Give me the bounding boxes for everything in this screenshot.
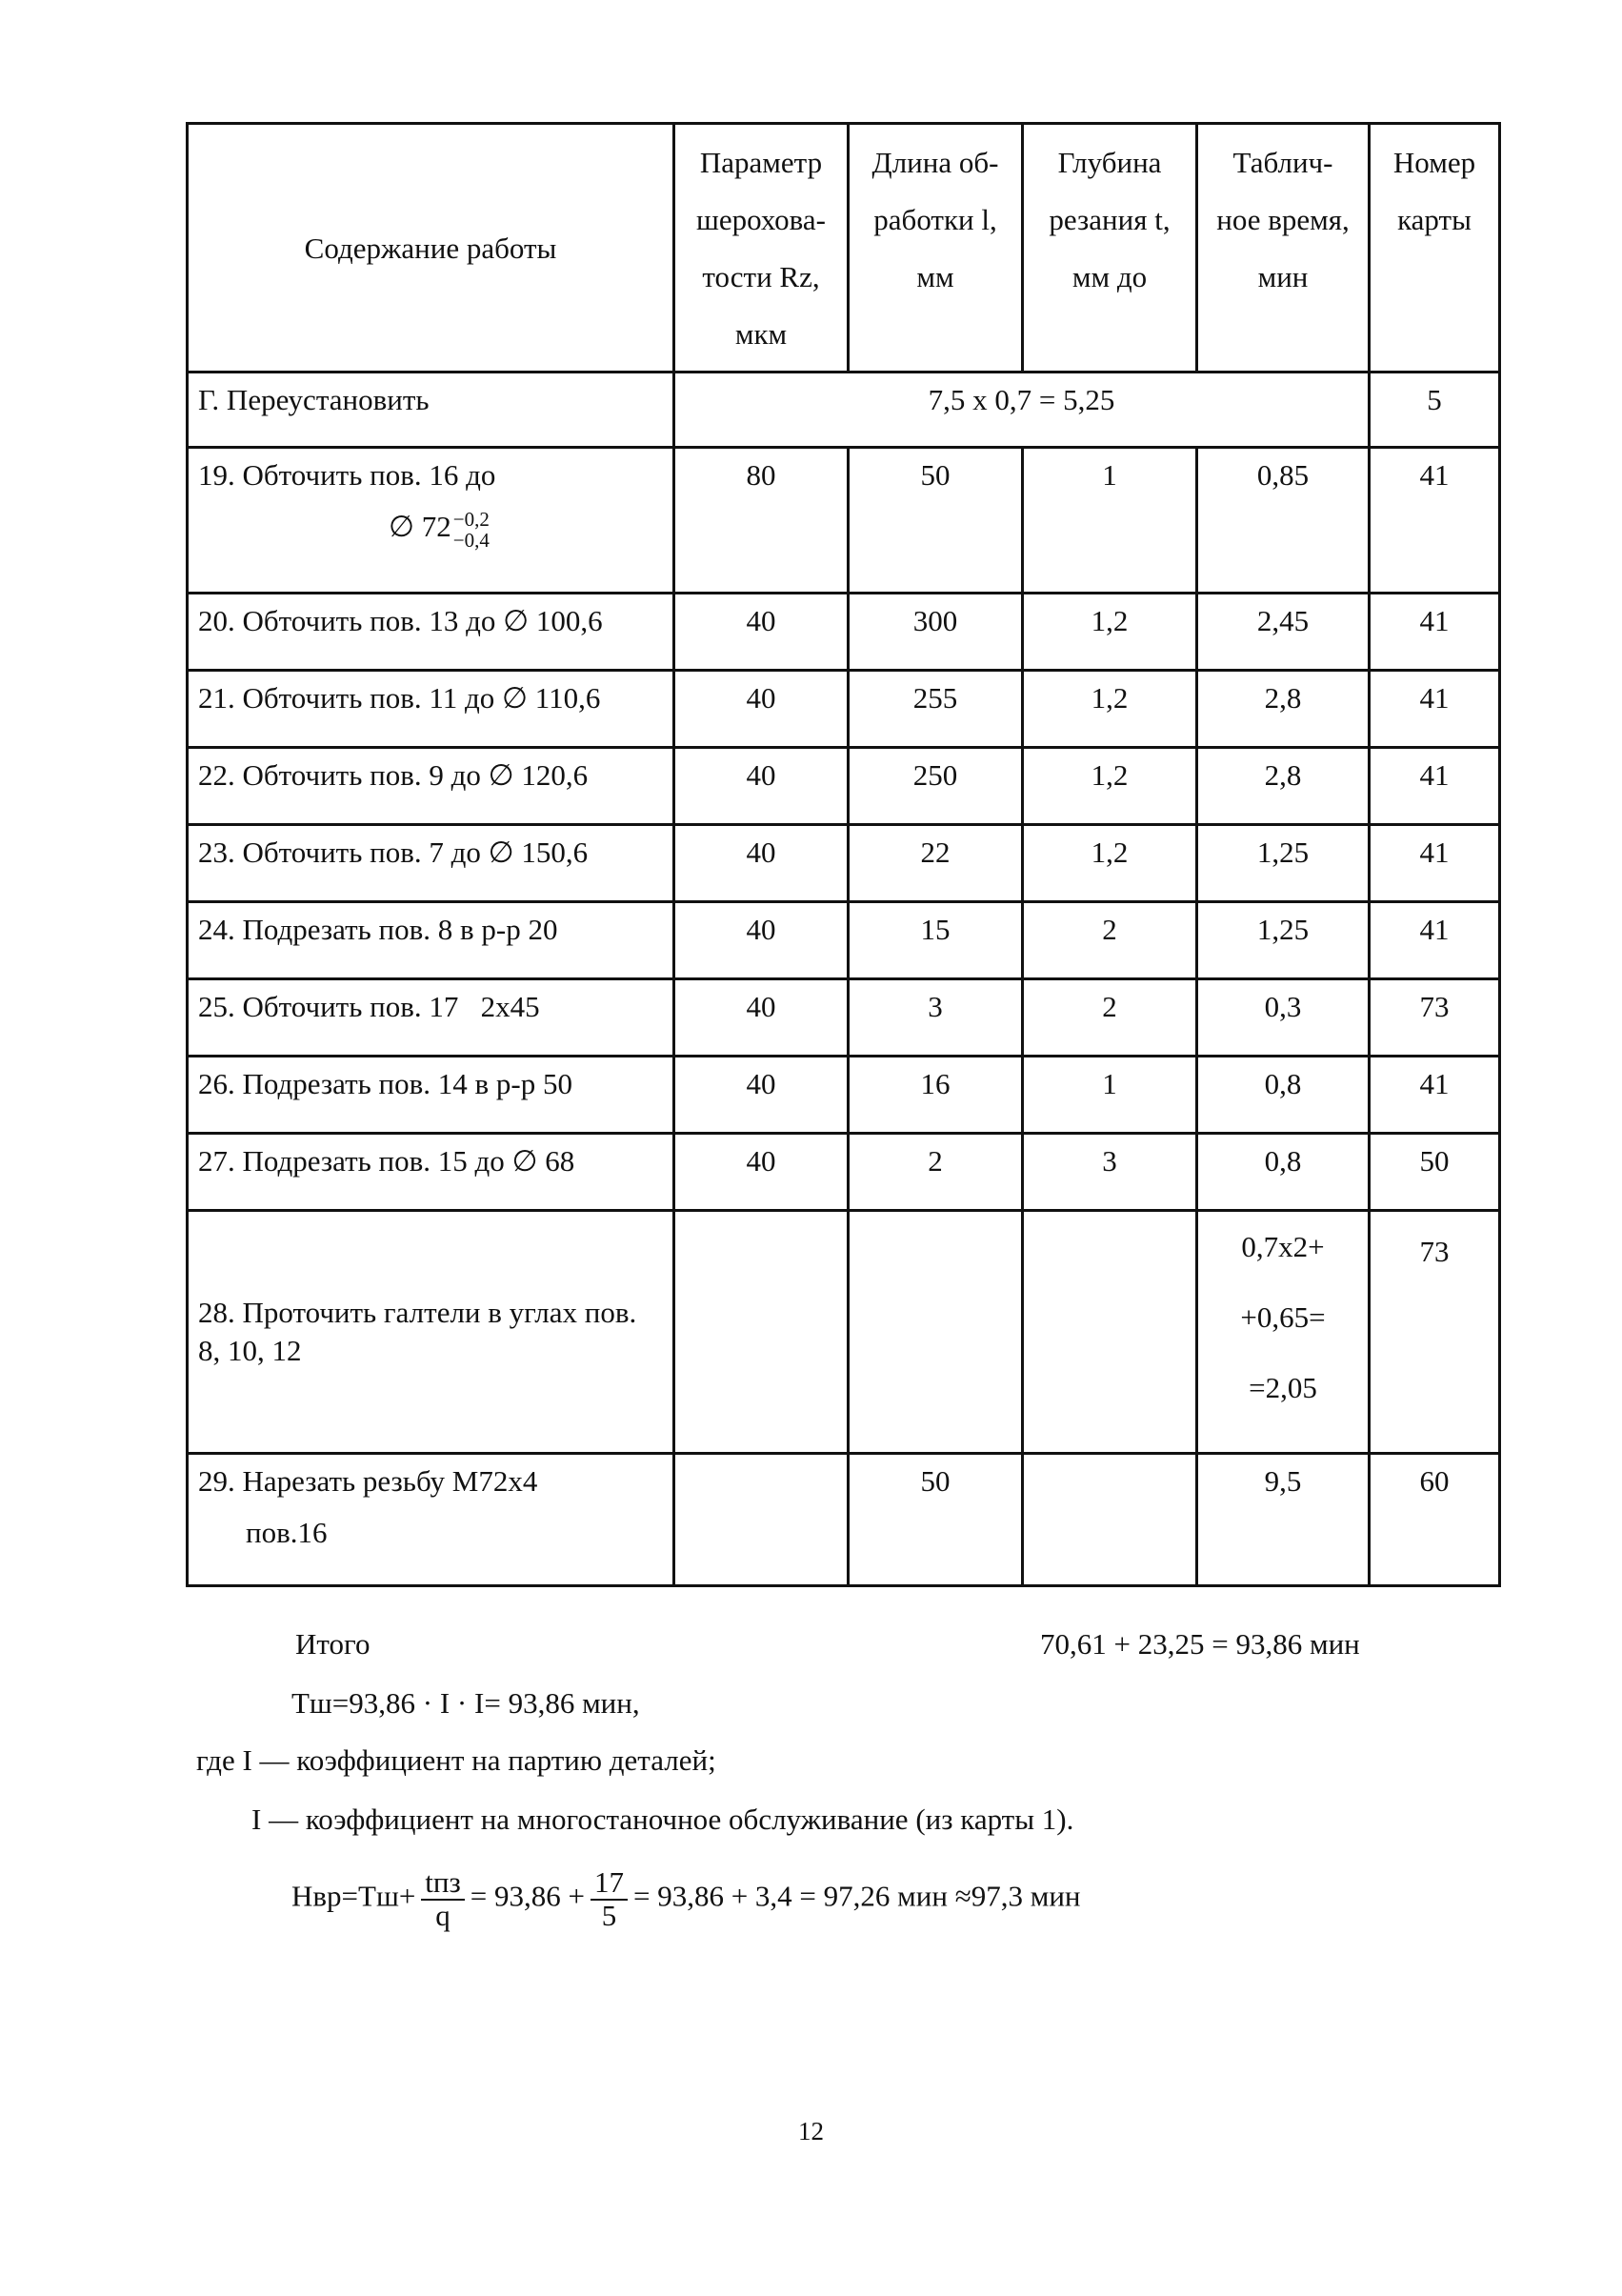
row-card: 50 <box>1370 1134 1500 1211</box>
table-row <box>188 1134 1500 1211</box>
row-rz: 40 <box>674 902 849 979</box>
row-text: 25. Обточить пов. 17 2х45 <box>188 979 674 1057</box>
row-length: 250 <box>849 748 1023 825</box>
row-19-card: 41 <box>1370 448 1500 594</box>
total-label: Итого <box>295 1627 370 1661</box>
table-row <box>188 1454 1500 1586</box>
row-29-depth <box>1023 1454 1197 1586</box>
row-text: 27. Подрезать пов. 15 до ∅ 68 <box>188 1134 674 1211</box>
fraction-17-5: $\frac{17}{5}$ <box>591 1867 628 1931</box>
row-depth: 2 <box>1023 979 1197 1057</box>
table-row <box>188 448 1500 594</box>
row-depth: 2 <box>1023 902 1197 979</box>
row-text: 20. Обточить пов. 13 до ∅ 100,6 <box>188 594 674 671</box>
tsh-formula: Тш=93,86 · I · I= 93,86 мин, <box>291 1686 640 1720</box>
row-text: 26. Подрезать пов. 14 в р-р 50 <box>188 1057 674 1134</box>
row-depth: 1,2 <box>1023 748 1197 825</box>
coefficient-note-batch: где I — коэффициент на партию деталей; <box>196 1743 716 1777</box>
row-depth: 3 <box>1023 1134 1197 1211</box>
row-text: 21. Обточить пов. 11 до ∅ 110,6 <box>188 671 674 748</box>
nvr-formula: Нвр=Тш+ $\frac{\text{tпз}}{q}$ = 93,86 + $\frac{17}{5}$ = 93,86 + 3,4 = 97,26 мин ≈97,3 мин <box>291 1865 1081 1932</box>
row-length: 15 <box>849 902 1023 979</box>
table-row <box>188 825 1500 902</box>
row-time: 2,8 <box>1197 748 1370 825</box>
row-28-depth <box>1023 1211 1197 1454</box>
row-time: 2,45 <box>1197 594 1370 671</box>
row-g-text: Г. Переустановить <box>188 373 674 448</box>
table-header-row <box>188 124 1500 373</box>
total-value: 70,61 + 23,25 = 93,86 мин <box>1040 1627 1360 1661</box>
row-rz: 40 <box>674 748 849 825</box>
row-19-depth: 1 <box>1023 448 1197 594</box>
row-length: 2 <box>849 1134 1023 1211</box>
row-depth: 1,2 <box>1023 825 1197 902</box>
row-time: 0,8 <box>1197 1134 1370 1211</box>
row-rz: 40 <box>674 1134 849 1211</box>
row-29-card: 60 <box>1370 1454 1500 1586</box>
row-time: 1,25 <box>1197 825 1370 902</box>
row-text: 22. Обточить пов. 9 до ∅ 120,6 <box>188 748 674 825</box>
row-28-text: 28. Проточить галтели в углах пов. 8, 10, 12 <box>188 1211 674 1454</box>
fraction-tpz-q: $\frac{\text{tпз}}{q}$ <box>421 1867 464 1931</box>
row-card: 41 <box>1370 1057 1500 1134</box>
header-work-content: Содержание работы <box>188 124 674 373</box>
row-text: 23. Обточить пов. 7 до ∅ 150,6 <box>188 825 674 902</box>
header-length: Длина об- работки l, мм <box>849 124 1023 373</box>
row-28-time: 0,7х2+ +0,65= =2,05 <box>1197 1211 1370 1454</box>
row-time: 0,3 <box>1197 979 1370 1057</box>
row-g-card: 5 <box>1370 373 1500 448</box>
table-row <box>188 979 1500 1057</box>
table-row <box>188 748 1500 825</box>
row-text: 24. Подрезать пов. 8 в р-р 20 <box>188 902 674 979</box>
row-depth: 1,2 <box>1023 671 1197 748</box>
row-19-time: 0,85 <box>1197 448 1370 594</box>
row-time: 1,25 <box>1197 902 1370 979</box>
row-19-text: 19. Обточить пов. 16 до ∅ 72 −0,2 −0,4 <box>188 448 674 594</box>
row-card: 41 <box>1370 748 1500 825</box>
table-row <box>188 902 1500 979</box>
row-rz: 40 <box>674 594 849 671</box>
header-table-time: Таблич- ное время, мин <box>1197 124 1370 373</box>
row-length: 16 <box>849 1057 1023 1134</box>
table-row <box>188 594 1500 671</box>
row-19-length: 50 <box>849 448 1023 594</box>
table-row <box>188 373 1500 448</box>
row-length: 22 <box>849 825 1023 902</box>
row-rz: 40 <box>674 671 849 748</box>
diameter-with-tolerance: ∅ 72 −0,2 −0,4 <box>389 508 490 553</box>
row-length: 255 <box>849 671 1023 748</box>
row-time: 2,8 <box>1197 671 1370 748</box>
row-card: 41 <box>1370 594 1500 671</box>
page-number: 12 <box>798 2117 824 2145</box>
row-19-rz: 80 <box>674 448 849 594</box>
row-rz: 40 <box>674 1057 849 1134</box>
coefficient-note-multimachine: I — коэффициент на многостаночное обслуживание (из карты 1). <box>251 1803 1074 1836</box>
row-depth: 1 <box>1023 1057 1197 1134</box>
row-card: 41 <box>1370 902 1500 979</box>
table-row <box>188 1211 1500 1454</box>
row-29-length: 50 <box>849 1454 1023 1586</box>
row-28-length <box>849 1211 1023 1454</box>
row-rz: 40 <box>674 979 849 1057</box>
header-roughness: Параметр шерохова- тости Rz, мкм <box>674 124 849 373</box>
table-row <box>188 1057 1500 1134</box>
row-time: 0,8 <box>1197 1057 1370 1134</box>
row-card: 73 <box>1370 979 1500 1057</box>
header-depth: Глубина резания t, мм до <box>1023 124 1197 373</box>
row-depth: 1,2 <box>1023 594 1197 671</box>
row-28-rz <box>674 1211 849 1454</box>
row-length: 300 <box>849 594 1023 671</box>
row-29-rz <box>674 1454 849 1586</box>
header-card-number: Номер карты <box>1370 124 1500 373</box>
row-28-card: 73 <box>1370 1211 1500 1454</box>
row-length: 3 <box>849 979 1023 1057</box>
row-card: 41 <box>1370 825 1500 902</box>
row-29-time: 9,5 <box>1197 1454 1370 1586</box>
row-29-text: 29. Нарезать резьбу М72х4 пов.16 <box>188 1454 674 1586</box>
tolerance: −0,2 −0,4 <box>452 508 490 553</box>
work-content-table <box>186 122 1501 1587</box>
row-rz: 40 <box>674 825 849 902</box>
row-g-merged-value: 7,5 х 0,7 = 5,25 <box>674 373 1370 448</box>
table-row <box>188 671 1500 748</box>
row-card: 41 <box>1370 671 1500 748</box>
